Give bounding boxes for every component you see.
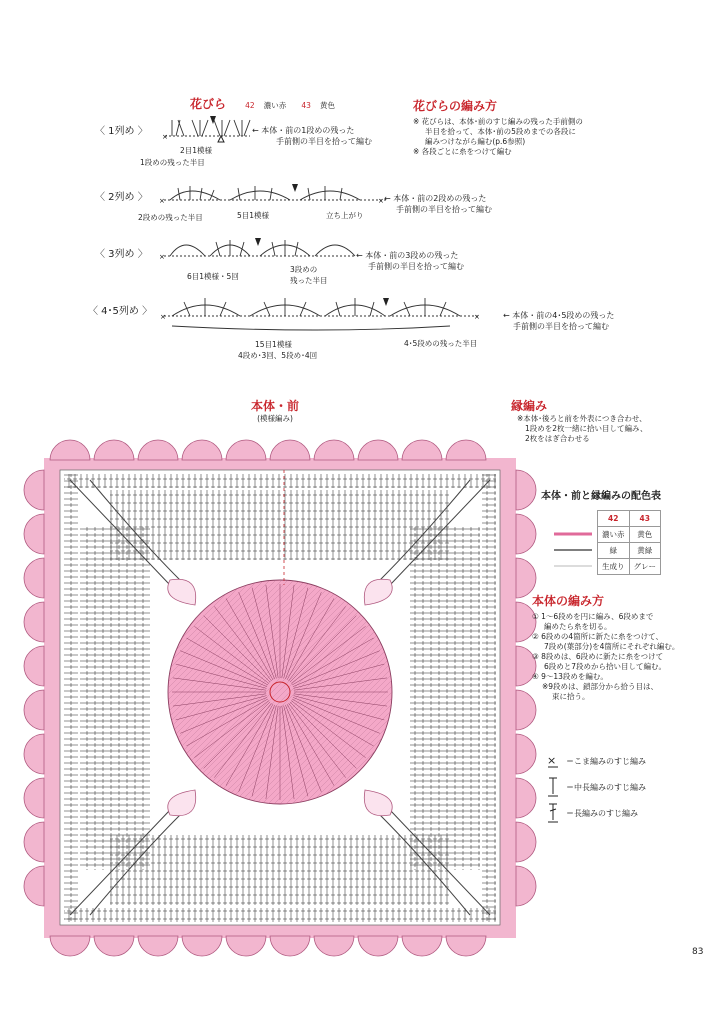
- scallop: [270, 440, 310, 460]
- body-method-title: 本体の編み方: [532, 594, 605, 608]
- scallop: [314, 440, 354, 460]
- row-3-sub-3: 残った半目: [290, 276, 328, 285]
- scallop: [226, 936, 266, 956]
- petal-method-note-2: 半目を拾って、本体･前の5段めまでの各段に: [425, 127, 576, 136]
- band-right: [482, 474, 496, 922]
- scallop: [24, 866, 44, 906]
- tt-icon: [546, 802, 560, 824]
- color-table-r3-c1: 生成り: [598, 559, 630, 575]
- row-2-note: [384, 193, 492, 215]
- scallop: [24, 514, 44, 554]
- body-method-note-2: 編めたら糸を切る。: [544, 622, 612, 631]
- scallop: [24, 778, 44, 818]
- color-table: [549, 510, 661, 575]
- scallop: [24, 690, 44, 730]
- scallop: [50, 440, 90, 460]
- scallop: [94, 440, 134, 460]
- petal-title-group: [190, 93, 335, 112]
- petal-method-note-1: ※ 花びらは、本体･前のすじ編みの残った手前側の: [413, 117, 583, 126]
- body-method-note-5: ③ 8段めは、6段めに新たに糸をつけて: [532, 652, 664, 661]
- legend: [546, 748, 646, 826]
- scallop: [446, 936, 486, 956]
- row-2-label: 〈 2列め 〉: [95, 192, 148, 203]
- row-1-label: 〈 1列め 〉: [95, 126, 148, 137]
- row-4-note: [503, 310, 614, 332]
- t-icon: [546, 776, 560, 798]
- scallop: [516, 778, 536, 818]
- scallop: [358, 936, 398, 956]
- scallop: [24, 822, 44, 862]
- color-table-r1-c2: 黄色: [629, 527, 661, 543]
- petal-method-title: 花びらの編み方: [413, 99, 498, 113]
- row-3-sub-1: 6目1模様・5回: [187, 272, 239, 281]
- scallop: [94, 936, 134, 956]
- color-table-block: [541, 487, 661, 575]
- row-2-sub-1: 2段めの残った半目: [138, 213, 203, 222]
- petal-color-42-num: 42: [245, 101, 255, 110]
- band-inner-right: [410, 525, 480, 870]
- row-2-note-line-2: 手前側の半目を拾って編む: [396, 205, 492, 214]
- border-title: 縁編み: [511, 399, 548, 413]
- border-note-1: ※本体･後ろと前を外表につき合わせ、: [517, 414, 647, 423]
- svg-text:×: ×: [162, 133, 168, 141]
- row-3-sub-2: 3段めの: [290, 265, 318, 274]
- row-2-diagram: [160, 180, 390, 210]
- scallop: [24, 470, 44, 510]
- body-method-note-9: 束に拾う。: [552, 692, 590, 701]
- row-3-note-line-1: ← 本体・前の3段めの残った: [356, 251, 459, 260]
- scallop: [516, 514, 536, 554]
- border-block: [511, 397, 648, 444]
- x-icon: [546, 752, 560, 770]
- band-left: [64, 474, 78, 922]
- color-table-row-1: [549, 527, 661, 543]
- row-1-sub-2: 1段めの残った半目: [140, 158, 205, 167]
- scallop: [24, 646, 44, 686]
- legend-text-1: ＝こま編みのすじ編み: [566, 756, 646, 766]
- scallop: [516, 822, 536, 862]
- svg-text:×: ×: [474, 313, 480, 321]
- row-4-sub-3: 4･5段めの残った半目: [404, 339, 478, 348]
- scallop: [314, 936, 354, 956]
- color-table-header: [549, 511, 661, 527]
- row-1-sub-1: 2目1模様: [180, 146, 213, 155]
- row-1-note-line-2: 手前側の半目を拾って編む: [276, 137, 372, 146]
- scallop: [24, 558, 44, 598]
- svg-text:×: ×: [378, 197, 384, 205]
- row-4-diagram: [160, 292, 500, 332]
- band-inner-top: [110, 490, 450, 560]
- svg-text:×: ×: [160, 313, 166, 321]
- row-3-diagram: [160, 232, 360, 266]
- scallop: [516, 734, 536, 774]
- body-method-note-6: 6段めと7段めから拾い目して編む。: [544, 662, 667, 671]
- petal-color-43-num: 43: [301, 101, 311, 110]
- band-inner-left: [80, 525, 150, 870]
- row-1-note: [252, 125, 372, 147]
- scallop: [24, 602, 44, 642]
- scallop: [138, 440, 178, 460]
- legend-row-2: [546, 774, 646, 800]
- color-table-r3-c2: グレー: [629, 559, 661, 575]
- crochet-square-chart: [30, 430, 530, 950]
- petal-method-note-3: 編みつけながら編む(p.6参照): [425, 137, 526, 146]
- body-title-group: [251, 397, 299, 424]
- color-table-row-2: [549, 543, 661, 559]
- legend-row-1: [546, 748, 646, 774]
- legend-text-2: ＝中長編みのすじ編み: [566, 782, 646, 792]
- scallop: [358, 440, 398, 460]
- scallop: [50, 936, 90, 956]
- body-title: 本体・前: [251, 399, 300, 413]
- row-4-label: 〈 4･5列め 〉: [88, 306, 153, 317]
- scallop: [402, 440, 442, 460]
- row-4-sub-1: 15目1模様: [255, 340, 292, 349]
- color-table-title: 本体・前と縁編みの配色表: [541, 491, 661, 502]
- scallop: [24, 734, 44, 774]
- scallop: [402, 936, 442, 956]
- row-2-sub-3: 立ち上がり: [326, 211, 364, 220]
- body-method-block: [532, 592, 679, 702]
- row-3-note: [356, 250, 464, 272]
- scallop: [138, 936, 178, 956]
- color-table-h43: 43: [629, 511, 661, 527]
- row-3-label: 〈 3列め 〉: [95, 249, 148, 260]
- petal-method-block: [413, 97, 583, 157]
- band-bottom: [64, 908, 496, 922]
- body-method-note-3: ② 6段めの4箇所に新たに糸をつけて、: [532, 632, 664, 641]
- color-table-row-3: [549, 559, 661, 575]
- svg-text:×: ×: [159, 197, 165, 205]
- body-method-note-4: 7段め(葉部分)を4箇所にそれぞれ編む。: [544, 642, 680, 651]
- color-table-r2-c2: 黄緑: [629, 543, 661, 559]
- color-table-h42: 42: [598, 511, 630, 527]
- petal-title: 花びら: [190, 97, 227, 111]
- row-2-note-line-1: ← 本体・前の2段めの残った: [384, 194, 487, 203]
- row-3-note-line-2: 手前側の半目を拾って編む: [368, 262, 464, 271]
- scallop: [270, 936, 310, 956]
- band-inner-bottom: [110, 835, 450, 905]
- scallop: [516, 470, 536, 510]
- legend-row-3: [546, 800, 646, 826]
- border-note-2: 1段めを2枚一緒に拾い目して編み、: [525, 424, 648, 433]
- petal-method-note-4: ※ 各段ごとに糸をつけて編む: [413, 147, 512, 156]
- color-table-r1-c1: 濃い赤: [598, 527, 630, 543]
- color-table-r2-c1: 緑: [598, 543, 630, 559]
- row-4-sub-2: 4段め･3回、5段め･4回: [238, 351, 318, 360]
- body-method-note-1: ① 1～6段めを円に編み、6段めまで: [532, 612, 654, 621]
- row-4-note-line-1: ← 本体・前の4･5段めの残った: [503, 311, 615, 320]
- scallop: [226, 440, 266, 460]
- body-method-note-8: ※9段めは、鎖部分から拾う目は、: [542, 682, 659, 691]
- row-2-sub-2: 5目1模様: [237, 211, 270, 220]
- border-note-3: 2枚をはぎ合わせる: [525, 434, 590, 443]
- row-4-note-line-2: 手前側の半目を拾って編む: [513, 322, 609, 331]
- body-subtitle: (模様編み): [257, 414, 293, 423]
- scallop: [516, 866, 536, 906]
- scallop: [182, 440, 222, 460]
- svg-text:×: ×: [547, 754, 557, 767]
- body-method-note-7: ④ 9～13段めを編む。: [532, 672, 608, 681]
- svg-text:×: ×: [159, 253, 165, 261]
- page-number: 83: [692, 947, 704, 957]
- scallop: [182, 936, 222, 956]
- legend-text-3: ＝長編みのすじ編み: [566, 808, 638, 818]
- petal-color-43-name: 黄色: [319, 101, 335, 110]
- row-1-note-line-1: ← 本体・前の1段めの残った: [252, 126, 355, 135]
- petal-color-42-name: 濃い赤: [263, 101, 287, 110]
- band-top: [64, 474, 496, 488]
- scallop: [446, 440, 486, 460]
